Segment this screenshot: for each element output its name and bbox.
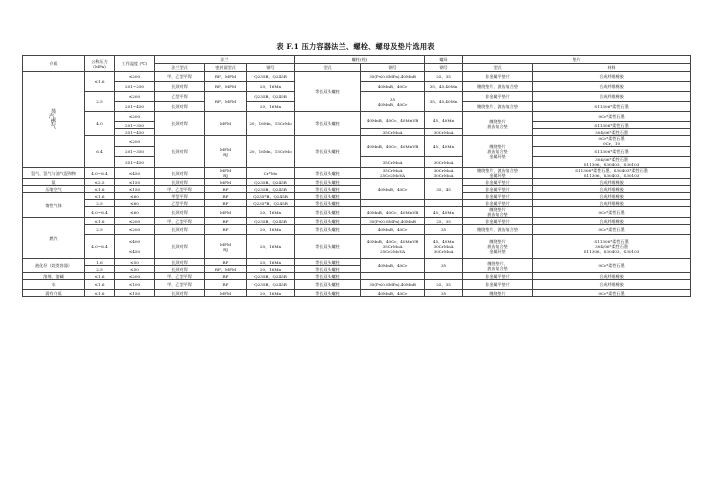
table-cell: 长颈对焊 [155,225,205,235]
table-cell: 35、45,40Mn [425,82,463,92]
table-cell: 45、40Mn [425,207,463,218]
table-cell: 2.5 [85,225,115,235]
table-cell: 201~250 [115,82,155,92]
table-cell: 0Cr*柔性石墨 [533,207,691,218]
table-cell: 351~450 [115,157,155,168]
table-cell: ≤200 [115,112,155,122]
table-cell: 合成纤维橡胶 [533,273,691,280]
selection-table [22,55,691,297]
table-cell: 1.6 [85,259,115,266]
table-cell: 40MnB、40Cr [361,179,425,200]
table-cell: 甲、乙型平焊 [155,218,205,225]
table-cell: 30CrMoA 30CrMoA [425,168,463,179]
table-cell: 合成纤维橡胶 [533,218,691,225]
table-cell: ≤2.5 [85,179,115,186]
table-cell: Q235B、Q245R [247,179,295,186]
table-cell: 等长双头螺柱 [295,136,361,168]
table-cell: Q235*B、Q245R [247,193,295,200]
table-cell: 非金属平垫片 [463,179,533,186]
medium-inert-gas: 惰性气体 [23,193,85,218]
table-cell: MFM [205,207,247,218]
table-cell: MFM RJ [205,136,247,168]
table-cell: 35(P≤0.8MPa),40MnB [361,72,425,82]
table-cell: 0Cr*柔性石墨 [533,259,691,273]
table-cell: 35 [425,290,463,297]
table-cell: 合成纤维橡胶 [533,193,691,200]
table-cell: 合成纤维橡胶 [533,186,691,193]
table-cell: 35 [425,225,463,235]
table-cell: 35CrMoA 25Cr2MoVA [361,168,425,179]
table-cell: RF [205,259,247,266]
header-nut-steel: 钢号 [425,64,463,72]
table-cell: 长颈对焊 [155,102,205,112]
table-cell: 长颈对焊 [155,136,205,168]
table-cell: 0Cr*柔性石墨 [533,112,691,122]
table-cell: 304/06*柔性石墨 [533,129,691,136]
table-cell: 长颈对焊 [155,179,205,186]
table-cell: S11306*柔性石墨 [533,102,691,112]
table-cell: 4.0~6.4 [85,235,115,259]
table-cell: 长颈对焊 [155,207,205,218]
table-cell: 非金属平垫片 [463,193,533,200]
table-cell: 30CrMoA [425,157,463,168]
table-cell: 201~350 [115,147,155,157]
table-cell: MFM [205,290,247,297]
medium-weak-medium: 弱有介质 [23,290,85,297]
table-cell: 35(P≤0.8MPa),40MnB [361,218,425,225]
table-cell: 等长双头螺柱 [295,193,361,200]
table-cell: 20、16Mn [247,266,295,273]
table-cell: 45、40Mn [425,112,463,129]
table-cell: 20、16Mn [247,207,295,218]
table-cell [361,200,425,207]
table-cell: 等长双头螺柱 [295,186,361,193]
table-cell: 等长双头螺柱 [295,218,361,225]
table-cell: MFM [205,112,247,136]
table-cell: 0Cr*柔性石墨 [533,225,691,235]
table-cell: 非金属平垫片 [463,72,533,82]
table-cell: 45、40Mn 30CrMoA 30CrMoA [425,235,463,259]
table-cell: MFM RJ [205,235,247,259]
table-cell: 合成纤维橡胶 [533,280,691,290]
table-cell: 等长双头螺柱 [295,112,361,136]
table-cell: 缠绕垫片 波齿复合垫 [463,207,533,218]
table-cell: Q235B、Q245R [247,186,295,193]
table-cell: Q235B、Q245R [247,72,295,82]
table-cell: MFM [205,179,247,186]
table-cell: ≤1.6 [85,280,115,290]
table-cell: 35 40MnB、40Cr [361,92,425,112]
table-cell: ≤150 [115,179,155,186]
table-cell: 缠绕垫片、波齿复合垫 [463,225,533,235]
table-cell: ≤400 ≤450 [115,235,155,259]
table-cell: 40MnB、40Cr、40MnVB [361,207,425,218]
table-cell: RF、MFM [205,72,247,82]
table-cell: RF [205,218,247,225]
table-cell: RF [205,273,247,280]
table-cell: 20、16Mn [247,225,295,235]
table-cell: 40MnB、40Cr、40MnVB 35CrMoA 25Cr2MoVA [361,235,425,259]
table-cell: 合成纤维橡胶 [533,92,691,102]
header-gasket-type: 型式 [463,64,533,72]
medium-fuel-gas: 燃汽 [23,218,85,259]
table-cell: 25、35 [425,72,463,82]
table-cell [361,273,425,280]
table-cell: 20、16Mn [247,235,295,259]
table-cell: 25、35 [425,280,463,290]
table-cell: 等长双头螺柱 [295,280,361,290]
medium-steam-gas: 蒸汽、燃气 [23,72,85,168]
table-cell: ≤60 [115,207,155,218]
table-cell: ≤1.6 [85,218,115,225]
table-cell: S11306*柔性石墨 304/06*柔性石墨 S11306、S30403、S30103 [533,235,691,259]
table-cell: 0Cr*柔性石墨 0Cr、10 [533,136,691,147]
table-title: 表 F.1 压力容器法兰、螺栓、螺母及垫片选用表 [276,42,435,51]
table-cell: ≤50 [115,259,155,266]
table-cell: 40MnB、40Cr [361,82,425,92]
table-cell: 45、40Mn [425,136,463,157]
table-cell: 甲、乙型平焊 [155,273,205,280]
table-cell: ≤1.6 [85,193,115,200]
table-cell: 20、16Mn [247,290,295,297]
header-flange-type: 法兰型式 [155,64,205,72]
table-cell: 非金属平垫片 [463,200,533,207]
table-cell: ≤1.6 [85,186,115,193]
header-temperature: 工作温度 (℃) [115,56,155,72]
table-cell: RF、MFM [205,92,247,112]
table-cell: 缠绕垫片 波齿复合垫 [463,112,533,136]
table-cell: ≤200 [115,92,155,102]
table-cell: ≤1.6 [85,290,115,297]
table-cell: RF [205,193,247,200]
table-cell: 等长双头螺柱 [295,235,361,259]
header-nut: 螺母 [425,56,463,64]
table-cell: 4.0~6.4 [85,207,115,218]
table-cell: 等长双头螺柱 [295,72,361,112]
table-cell: 35、45 [425,179,463,200]
table-cell: 等长双头螺柱 [295,200,361,207]
table-cell: ≤60 [115,200,155,207]
table-cell: ≤450 [115,168,155,179]
table-cell: 长颈对焊 [155,112,205,136]
header-gasket: 垫片 [463,56,691,64]
table-cell: ≤200 [115,136,155,147]
table-cell: 2.5 [85,266,115,273]
table-cell: 4.0~6.4 [85,168,115,179]
table-cell: ≤1.6 [85,72,115,92]
table-cell: 长颈对焊 [155,290,205,297]
table-cell: Cr*Mo [247,168,295,179]
table-cell: 合成纤维橡胶 [533,72,691,82]
table-cell: 非金属平垫片 [463,186,533,193]
medium-ammonia: 氨 [23,179,85,186]
table-cell: 2.5 [85,200,115,207]
table-cell: 201~450 [115,102,155,112]
table-cell: 缠绕垫片 [463,290,533,297]
table-cell: 合成纤维橡胶 [533,179,691,186]
header-bolt: 螺柱(栓) [295,56,425,64]
table-cell: 35(P≤0.8MPa),40MnB [361,280,425,290]
table-cell [425,200,463,207]
table-cell: 合成纤维橡胶 [533,200,691,207]
table-cell: 35CrMoA [361,129,425,136]
table-cell: ≤100 [115,280,155,290]
table-cell: 乙型平焊 [155,92,205,102]
table-cell: 等长双头螺柱 [295,290,361,297]
table-cell: ≤200 [115,225,155,235]
table-cell: 长颈对焊 [155,82,205,92]
table-cell: 40MnB、40Cr [361,225,425,235]
table-cell: ≤150 [115,186,155,193]
table-cell: ≤1.6 [85,273,115,280]
table-cell: Q235*B、Q245R [247,200,295,207]
medium-liquefied-hydrocarbon: 液化烃（烷类容器） [23,259,85,273]
table-cell: 等长双头螺柱 [295,225,361,235]
header-bolt-type: 型式 [295,64,361,72]
table-cell: ≤60 [115,193,155,200]
table-cell: ≤200 [115,72,155,82]
table-cell: 等长双头螺柱 [295,273,361,280]
table-cell: 40MnB、40Cr、40MnVB [361,136,425,157]
header-pressure: 公称压力 (MPa) [85,56,115,72]
table-cell: 6.4 [85,136,115,168]
table-cell: 351~450 [115,129,155,136]
table-cell: 缠绕垫片、波齿复合垫 [463,82,533,92]
header-medium: 介质 [23,56,85,72]
table-cell: 缠绕垫片 波齿复合垫 金属环垫 [463,136,533,168]
table-cell: S11306*柔性石墨 [533,147,691,157]
table-cell: 304/06*柔性石墨 S11306、S30403、S30103 [533,157,691,168]
table-cell: RF [205,200,247,207]
table-cell: RF [205,186,247,193]
medium-water: 水 [23,280,85,290]
table-cell: 非金属平垫片 [463,273,533,280]
header-gasket-material: 材料 [533,64,691,72]
header-flange-face: 密封面型式 [205,64,247,72]
table-cell: 4.0 [85,112,115,136]
table-cell: 缠绕垫片、波齿复合垫 [463,102,533,112]
medium-compressed-air: 压缩空气 [23,186,85,193]
table-cell: 30CrMoA [425,129,463,136]
table-cell: Q235B、Q245R [247,273,295,280]
table-cell: ≤50 [115,266,155,273]
table-cell: 40MnB、40Cr [361,259,425,273]
table-cell: 25、35 [425,218,463,225]
table-cell: 等长双头螺柱 [295,266,361,273]
table-cell: 20、16Mn、15CrMo [247,136,295,168]
table-cell: 35CrMoA [361,157,425,168]
table-cell: 等长双头螺柱 [295,259,361,266]
table-cell: 等长双头螺柱 [295,168,361,179]
table-cell: ≤200 [115,218,155,225]
table-cell: 20、16Mn [247,102,295,112]
table-cell: RF [205,280,247,290]
table-cell: 甲、乙型平焊 [155,186,205,193]
table-cell: 等长双头螺柱 [295,179,361,186]
table-cell: 35、45,40Mn [425,92,463,112]
table-cell: 合成纤维橡胶 [533,82,691,92]
table-cell: ≤150 [115,290,155,297]
table-cell: Q235B、Q245R [247,218,295,225]
table-cell: S11306*柔性石墨 [533,122,691,129]
table-cell: 甲、乙型平焊 [155,72,205,82]
table-cell: RF、MFM [205,82,247,92]
medium-solvent: 溶剂、溶碱 [23,273,85,280]
table-cell: 甲型平焊 [155,193,205,200]
table-cell: MFM RJ [205,168,247,179]
table-cell: 长颈对焊 [155,235,205,259]
table-cell: 2.5 [85,92,115,112]
header-flange: 法兰 [155,56,295,64]
table-cell: 等长双头螺柱 [295,207,361,218]
table-cell: 35 [425,259,463,273]
medium-hydrogen: 氢气、氢气与油气混和物 [23,168,85,179]
table-cell: RF、MFM [205,266,247,273]
table-cell: 甲、乙型平焊 [155,280,205,290]
table-cell: 缠绕垫片、 波齿复合垫 [463,259,533,273]
header-flange-steel: 钢号 [247,64,295,72]
table-cell: 长颈对焊 [155,259,205,266]
table-cell: 201~350 [115,122,155,129]
table-cell: 20、16Mn [247,259,295,266]
header-bolt-steel: 钢号 [361,64,425,72]
table-cell: Q235B、Q245R [247,280,295,290]
table-cell: 非金属平垫片 [463,280,533,290]
table-cell: 20、16Mn [247,82,295,92]
table-cell: 20、16Mn、15CrMo [247,112,295,136]
table-cell: Q235B、Q245R [247,92,295,102]
table-cell: 长颈对焊 [155,168,205,179]
table-cell: 乙型平焊 [155,200,205,207]
table-cell: 非金属平垫片 [463,92,533,102]
table-cell: 0Cr*柔性石墨 [533,290,691,297]
table-cell: 非金属平垫片 [463,218,533,225]
table-cell: 缠绕垫片、波齿复合垫 金属环垫 [463,168,533,179]
table-cell: 缠绕垫片 波齿复合垫 金属环垫 [463,235,533,259]
table-cell: S11306*柔性石墨、S30403*柔性石墨 S11306、S30403、S30103 [533,168,691,179]
table-cell: 长颈对焊 [155,266,205,273]
table-cell: ≤200 [115,273,155,280]
table-cell [425,273,463,280]
table-cell: 40MnB、40Cr、40MnVB [361,112,425,129]
table-cell: RF [205,225,247,235]
table-cell: 40MnB、40Cr [361,290,425,297]
